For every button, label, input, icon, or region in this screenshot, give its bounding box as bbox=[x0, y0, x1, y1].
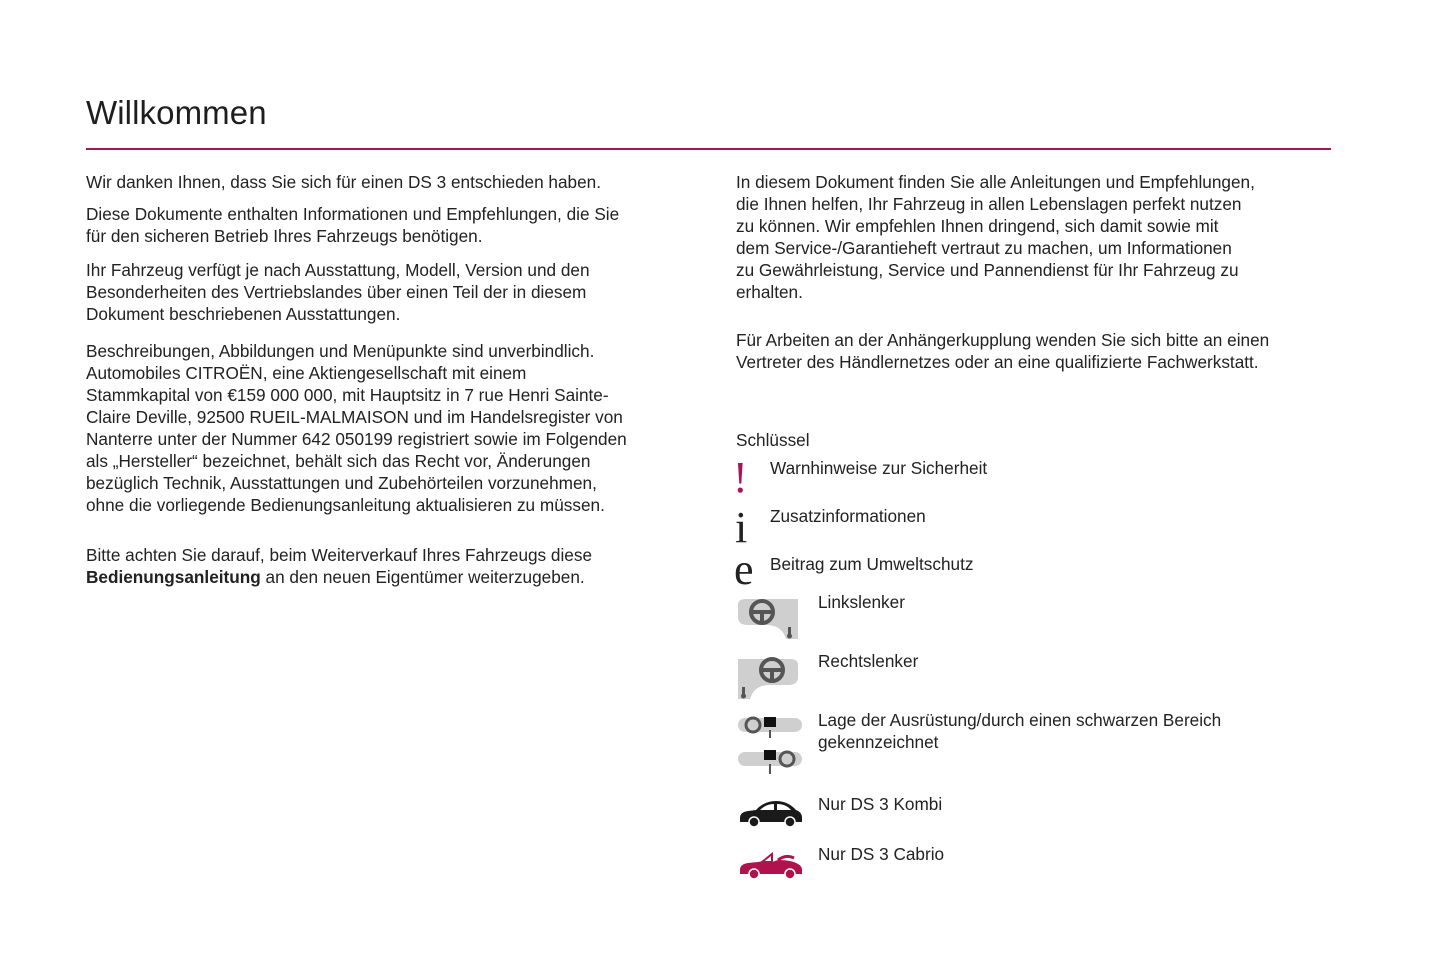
towbar-paragraph bbox=[736, 329, 1336, 373]
key-label-rhd: Rechtslenker bbox=[818, 651, 919, 671]
page-title: Willkommen bbox=[86, 94, 267, 131]
equipment-paragraph bbox=[86, 259, 686, 325]
equipment-line: Dokument beschriebenen Ausstattungen. bbox=[86, 304, 401, 324]
legal-line: Nanterre unter der Nummer 642 050199 registriert sowie im Folgenden bbox=[86, 429, 627, 449]
resale-line: Bitte achten Sie darauf, beim Weiterverkauf Ihres Fahrzeugs diese bbox=[86, 545, 593, 565]
key-label-environment: Beitrag zum Umweltschutz bbox=[770, 554, 974, 574]
manual-line: zu Gewährleistung, Service und Pannendienst für Ihr Fahrzeug zu bbox=[736, 260, 1239, 280]
left-column bbox=[86, 171, 686, 588]
cabriolet-car-icon bbox=[738, 848, 804, 880]
title-divider bbox=[86, 148, 1331, 150]
legal-line: Stammkapital von €159 000 000, mit Hauptsitz in 7 rue Henri Sainte- bbox=[86, 385, 609, 405]
manual-paragraph bbox=[736, 171, 1336, 303]
manual-line: die Ihnen helfen, Ihr Fahrzeug in allen Lebenslagen perfekt nutzen bbox=[736, 194, 1242, 214]
equipment-location-icon bbox=[736, 712, 804, 780]
legal-line: bezüglich Technik, Ausstattungen und Zubehörteilen vorzunehmen, bbox=[86, 473, 597, 493]
resale-bold-term: Bedienungsanleitung bbox=[86, 567, 261, 587]
right-hand-drive-icon bbox=[736, 655, 800, 703]
documents-paragraph bbox=[86, 203, 686, 247]
key-label-location: gekennzeichnet bbox=[818, 732, 939, 752]
key-label-info: Zusatzinformationen bbox=[770, 506, 926, 526]
hatchback-car-icon bbox=[738, 798, 804, 828]
exclamation-icon: ! bbox=[733, 453, 748, 502]
environment-icon: e bbox=[734, 545, 754, 594]
manual-line: In diesem Dokument finden Sie alle Anleitungen und Empfehlungen, bbox=[736, 172, 1255, 192]
key-label-kombi: Nur DS 3 Kombi bbox=[818, 794, 943, 814]
thanks-text: Wir danken Ihnen, dass Sie sich für einen DS 3 entschieden haben. bbox=[86, 172, 601, 192]
legal-line: Automobiles CITROËN, eine Aktiengesellschaft mit einem bbox=[86, 363, 527, 383]
towbar-line: Für Arbeiten an der Anhängerkupplung wenden Sie sich bitte an einen bbox=[736, 330, 1270, 350]
key-label-location: Lage der Ausrüstung/durch einen schwarzen Bereich bbox=[818, 710, 1222, 730]
legal-line: Claire Deville, 92500 RUEIL-MALMAISON und im Handelsregister von bbox=[86, 407, 623, 427]
equipment-line: Ihr Fahrzeug verfügt je nach Ausstattung, Modell, Version und den bbox=[86, 260, 590, 280]
key-heading: Schlüssel bbox=[736, 430, 810, 450]
key-label-warning: Warnhinweise zur Sicherheit bbox=[770, 458, 988, 478]
documents-line: für den sicheren Betrieb Ihres Fahrzeugs benötigen. bbox=[86, 226, 483, 246]
resale-paragraph bbox=[86, 544, 686, 588]
resale-line: an den neuen Eigentümer weiterzugeben. bbox=[260, 567, 585, 587]
legal-line: ohne die vorliegende Bedienungsanleitung aktualisieren zu müssen. bbox=[86, 495, 605, 515]
towbar-line: Vertreter des Händlernetzes oder an eine qualifizierte Fachwerkstatt. bbox=[736, 352, 1259, 372]
manual-line: zu können. Wir empfehlen Ihnen dringend, sich damit sowie mit bbox=[736, 216, 1219, 236]
key-label-cabrio: Nur DS 3 Cabrio bbox=[818, 844, 945, 864]
legal-line: als „Hersteller“ bezeichnet, behält sich das Recht vor, Änderungen bbox=[86, 451, 591, 471]
manual-line: erhalten. bbox=[736, 282, 803, 302]
documents-line: Diese Dokumente enthalten Informationen und Empfehlungen, die Sie bbox=[86, 204, 620, 224]
key-label-lhd: Linkslenker bbox=[818, 592, 905, 612]
right-column bbox=[736, 171, 1336, 373]
info-icon: i bbox=[735, 503, 748, 552]
legal-line: Beschreibungen, Abbildungen und Menüpunkte sind unverbindlich. bbox=[86, 341, 595, 361]
equipment-line: Besonderheiten des Vertriebslandes über einen Teil der in diesem bbox=[86, 282, 587, 302]
left-hand-drive-icon bbox=[736, 595, 800, 643]
thanks-paragraph bbox=[86, 171, 686, 193]
manual-line: dem Service-/Garantieheft vertraut zu machen, um Informationen bbox=[736, 238, 1232, 258]
legal-paragraph bbox=[86, 340, 686, 516]
